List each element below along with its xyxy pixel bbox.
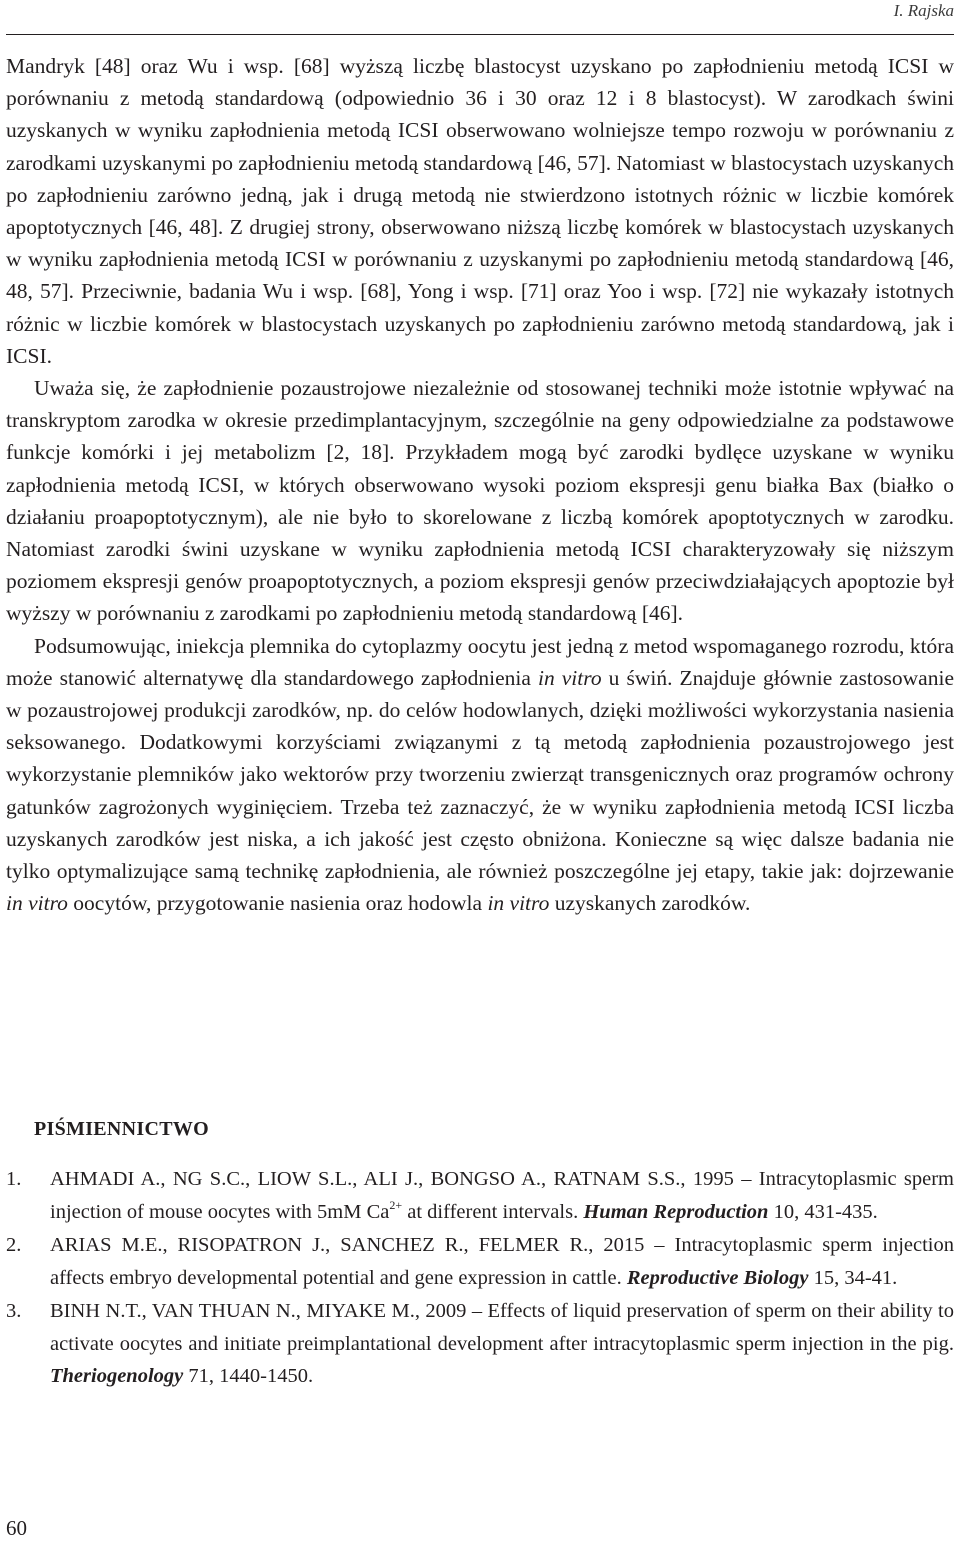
text-run: u świń. Znajduje głównie zastosowanie w pozaustrojowej produkcji zarodków, np. do celów hodowlanych, dzięki możliwości wykorzystania nasienia seksowanego. Dodatkowymi korzyściami związanymi z tą metodą zapłodnienia pozaustrojowego jest wykorzystanie plemników jako wektorów przy tworzeniu zwierząt transgenicznych oraz programów ochrony gatunków zagrożonych wyginięciem. Trzeba też zaznaczyć, że w wyniku zapłodnienia metodą ICSI liczba uzyskanych zarodków jest niska, a ich jakość jest często obniżona. Konieczne są więc dalsze badania nie tylko optymalizujące samą technikę zapłodnienia, ale również poszczególne jej etapy, takie jak: dojrzewanie — [6, 665, 954, 884]
italic-term: in vitro — [487, 891, 550, 916]
italic-term: in vitro — [537, 665, 602, 690]
reference-item — [6, 1229, 954, 1294]
header-rule — [6, 34, 954, 35]
journal-title: Reproductive Biology — [626, 1266, 809, 1289]
text-run: Mandryk [48] oraz Wu i wsp. [68] wyższą liczbę blastocyst uzyskano po zapłodnieniu metodą ICSI w porównaniu z metodą standardową (odpowiednio 36 i 30 oraz 12 i 8 blastocyst). W zarodkach świni uzyskanych w wyniku zapłodnienia metodą ICSI obserwowano wolniejsze tempo rozwoju w porównaniu z zarodkami uzyskanymi po zapłodnieniu metodą standardową [46, 57]. Natomiast w blastocystach uzyskanych po zapłodnieniu zarówno jedną, jak i drugą metodą nie stwierdzono istotnych różnic w liczbie komórek apoptotycznych [46, 48]. Z drugiej strony, obserwowano niższą liczbę komórek w blastocystach uzyskanych w wyniku zapłodnienia metodą ICSI w porównaniu z uzyskanymi po zapłodnieniu metodą standardową [46, 48, 57]. Przeciwnie, badania Wu i wsp. [68], Yong i wsp. [71] oraz Yoo i wsp. [72] nie wykazały istotnych różnic w liczbie komórek w blastocystach uzyskanych po zapłodnieniu zarówno metodą standardową, jak i ICSI. — [6, 54, 954, 368]
body-text — [6, 50, 954, 919]
references-list — [6, 1163, 954, 1394]
reference-number: 2. — [6, 1234, 22, 1256]
text-run: ARIAS M.E., RISOPATRON J., SANCHEZ R., FELMER R., 2015 – Intracytoplasmic sperm injection affects embryo developmental potential and gene expression in cattle. — [50, 1234, 954, 1289]
reference-item — [6, 1163, 954, 1228]
page-number: 60 — [6, 1516, 27, 1540]
italic-term: in vitro — [6, 891, 68, 916]
journal-title: Human Reproduction — [583, 1200, 769, 1223]
text-run: Uważa się, że zapłodnienie pozaustrojowe niezależnie od stosowanej techniki może istotnie wpływać na transkryptom zarodka w okresie przedimplantacyjnym, szczególnie na geny odpowiedzialne za podstawowe funkcje komórki i jej metabolizm [2, 18]. Przykładem mogą być zarodki bydlęce uzyskane w wyniku zapłodnienia metodą ICSI, w których obserwowano wysoki poziom ekspresji genu białka Bax (białko o działaniu proapoptotycznym), ale nie było to skorelowane z liczbą komórek apoptotycznych w zarodku. Natomiast zarodki świni uzyskane w wyniku zapłodnienia metodą ICSI charakteryzowały się niższym poziomem ekspresji genów proapoptotycznych, a poziom ekspresji genów przeciwdziałających apoptozie był wyższy w porównaniu z zarodkami po zapłodnieniu metodą standardową [46]. — [6, 376, 954, 626]
text-run: AHMADI A., NG S.C., LIOW S.L., ALI J., BONGSO A., RATNAM S.S., 1995 – Intracytoplasmic sperm injection of mouse oocytes with 5mM Ca — [50, 1168, 954, 1223]
paragraph — [6, 50, 954, 372]
references-heading: PIŚMIENNICTWO — [34, 1118, 210, 1140]
text-run: Podsumowując, iniekcja plemnika do cytoplazmy oocytu jest jedną z metod wspomaganego rozrodu, która może stanowić alternatywę dla standardowego zapłodnienia — [6, 633, 954, 690]
text-run: 15, 34-41. — [808, 1266, 898, 1289]
reference-item — [6, 1295, 954, 1393]
text-run: oocytów, przygotowanie nasienia oraz hodowla — [67, 891, 488, 916]
journal-title: Theriogenology — [50, 1365, 184, 1387]
text-run: 71, 1440-1450. — [183, 1365, 314, 1387]
text-run: at different intervals. — [402, 1200, 584, 1223]
text-run: BINH N.T., VAN THUAN N., MIYAKE M., 2009 – Effects of liquid preservation of sperm on their ability to activate oocytes and initiate preimplantational development after intracytoplasmic sperm injection in the pig. — [50, 1300, 954, 1355]
text-run: 10, 431-435. — [768, 1200, 878, 1223]
running-head: I. Rajska — [893, 1, 954, 20]
superscript: 2+ — [389, 1197, 403, 1212]
reference-number: 1. — [6, 1168, 22, 1190]
paragraph — [6, 372, 954, 630]
paragraph — [6, 630, 954, 920]
reference-number: 3. — [6, 1300, 22, 1322]
text-run: uzyskanych zarodków. — [549, 891, 751, 916]
